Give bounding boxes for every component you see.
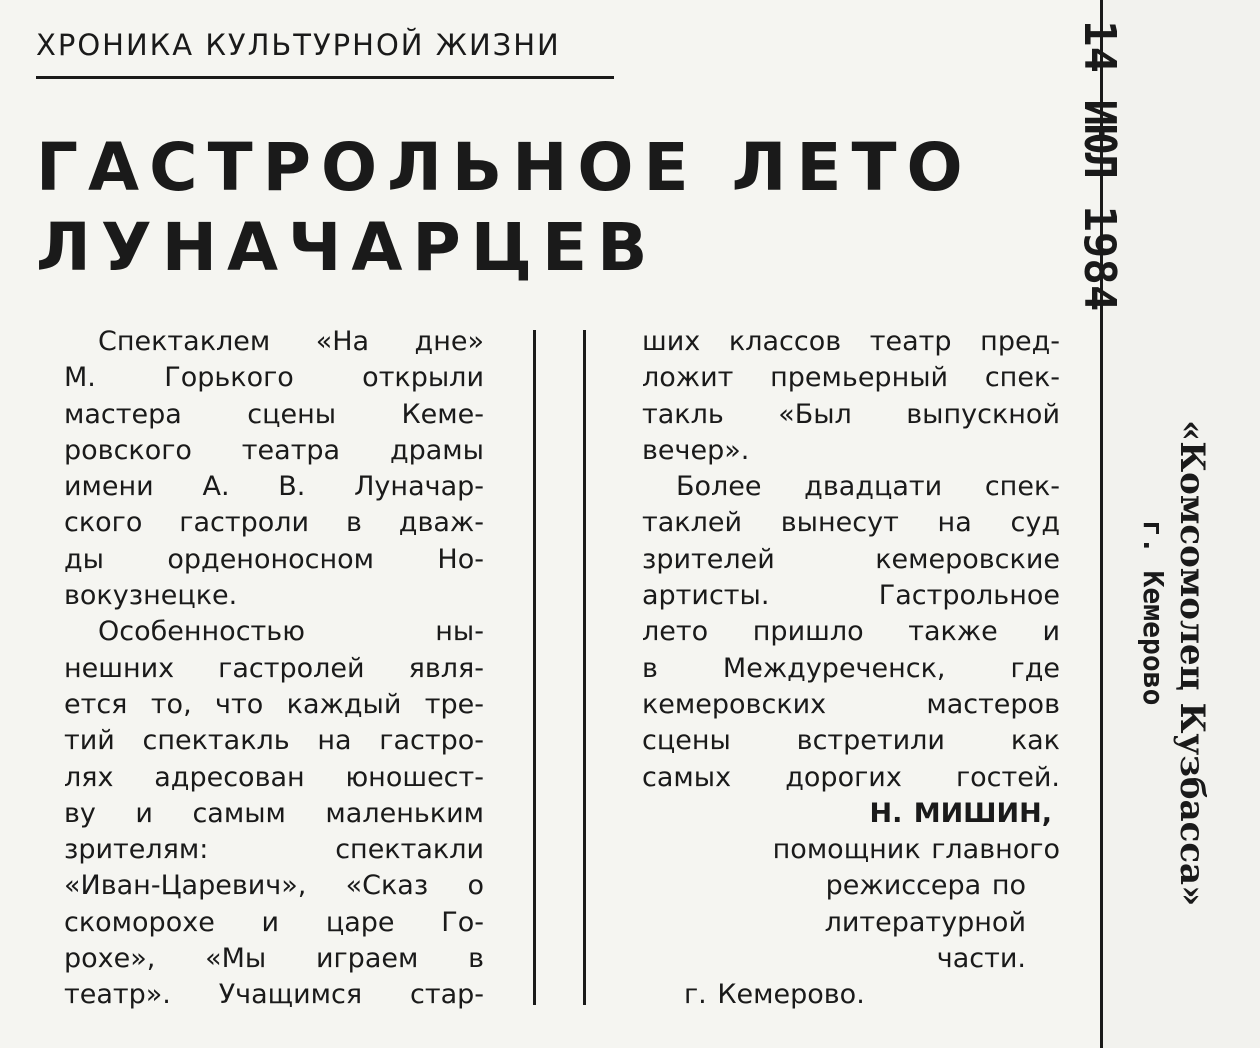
source-stamp [1137, 420, 1250, 907]
text-line: вокузнецке. [64, 580, 238, 612]
author-name: Н. МИШИН, [869, 797, 1052, 829]
text-line: сцены встретили как [642, 725, 1060, 757]
text-line: М. Горького открыли [64, 362, 484, 394]
text-line: рохе», «Мы играем в [64, 943, 484, 975]
source-stamp-newspaper: «Комсомолец Кузбасса» [1172, 420, 1212, 907]
text-line: ровского театра драмы [64, 434, 484, 466]
headline-line-2: ЛУНАЧАРЦЕВ [36, 209, 658, 286]
text-line: в Междуреченск, где [642, 652, 1060, 684]
text-line: скоморохе и царе Го- [64, 906, 484, 938]
text-line: кемеровских мастеров [642, 688, 1060, 720]
text-line: зрителям: спектакли [64, 834, 484, 866]
author-title-line: литературной [824, 906, 1026, 938]
article-column-2 [642, 324, 1060, 1014]
text-line: вечер». [642, 434, 750, 466]
text-line: «Иван-Царевич», «Сказ о [64, 870, 484, 902]
column-divider-left [533, 330, 536, 1005]
text-line: лето пришло также и [642, 616, 1060, 648]
text-line: тий спектакль на гастро- [64, 725, 484, 757]
author-title-line: помощник главного [772, 834, 1060, 866]
date-stamp [1075, 20, 1135, 380]
article-headline [36, 128, 973, 288]
author-title-line: режиссера по [825, 870, 1026, 902]
text-line: ется то, что каждый тре- [64, 688, 484, 720]
headline-line-1: ГАСТРОЛЬНОЕ ЛЕТО [36, 129, 973, 206]
rubric-heading: ХРОНИКА КУЛЬТУРНОЙ ЖИЗНИ [36, 28, 614, 79]
text-line: мастера сцены Кеме- [64, 398, 484, 430]
article-column-1 [64, 324, 484, 1014]
text-line: Особенностью ны- [98, 616, 484, 648]
text-line: Более двадцати спек- [676, 471, 1060, 503]
text-line: таклей вынесут на суд [642, 507, 1060, 539]
text-line: нешних гастролей явля- [64, 652, 484, 684]
text-line: зрителей кемеровские [642, 543, 1060, 575]
text-line: ского гастроли в дваж- [64, 507, 484, 539]
text-line: лях адресован юношест- [64, 761, 484, 793]
column-divider-right [583, 330, 586, 1005]
text-line: ву и самым маленьким [64, 797, 484, 829]
text-line: имени А. В. Луначар- [64, 471, 484, 503]
text-line: артисты. Гастрольное [642, 580, 1060, 612]
text-line: ложит премьерный спек- [642, 362, 1060, 394]
date-stamp-text: 14 ИЮЛ 1984 [1074, 20, 1125, 312]
text-line: такль «Был выпускной [642, 398, 1060, 430]
text-line: театр». Учащимся стар- [64, 979, 484, 1011]
source-stamp-city: г. Кемерово [1137, 520, 1170, 706]
text-line: Спектаклем «На дне» [98, 326, 484, 357]
author-title-line: части. [936, 943, 1026, 975]
text-line: самых дорогих гостей. [642, 761, 1060, 793]
text-line: ды орденоносном Но- [64, 543, 484, 575]
author-city: г. Кемерово. [684, 979, 865, 1011]
text-line: ших классов театр пред- [642, 326, 1060, 357]
